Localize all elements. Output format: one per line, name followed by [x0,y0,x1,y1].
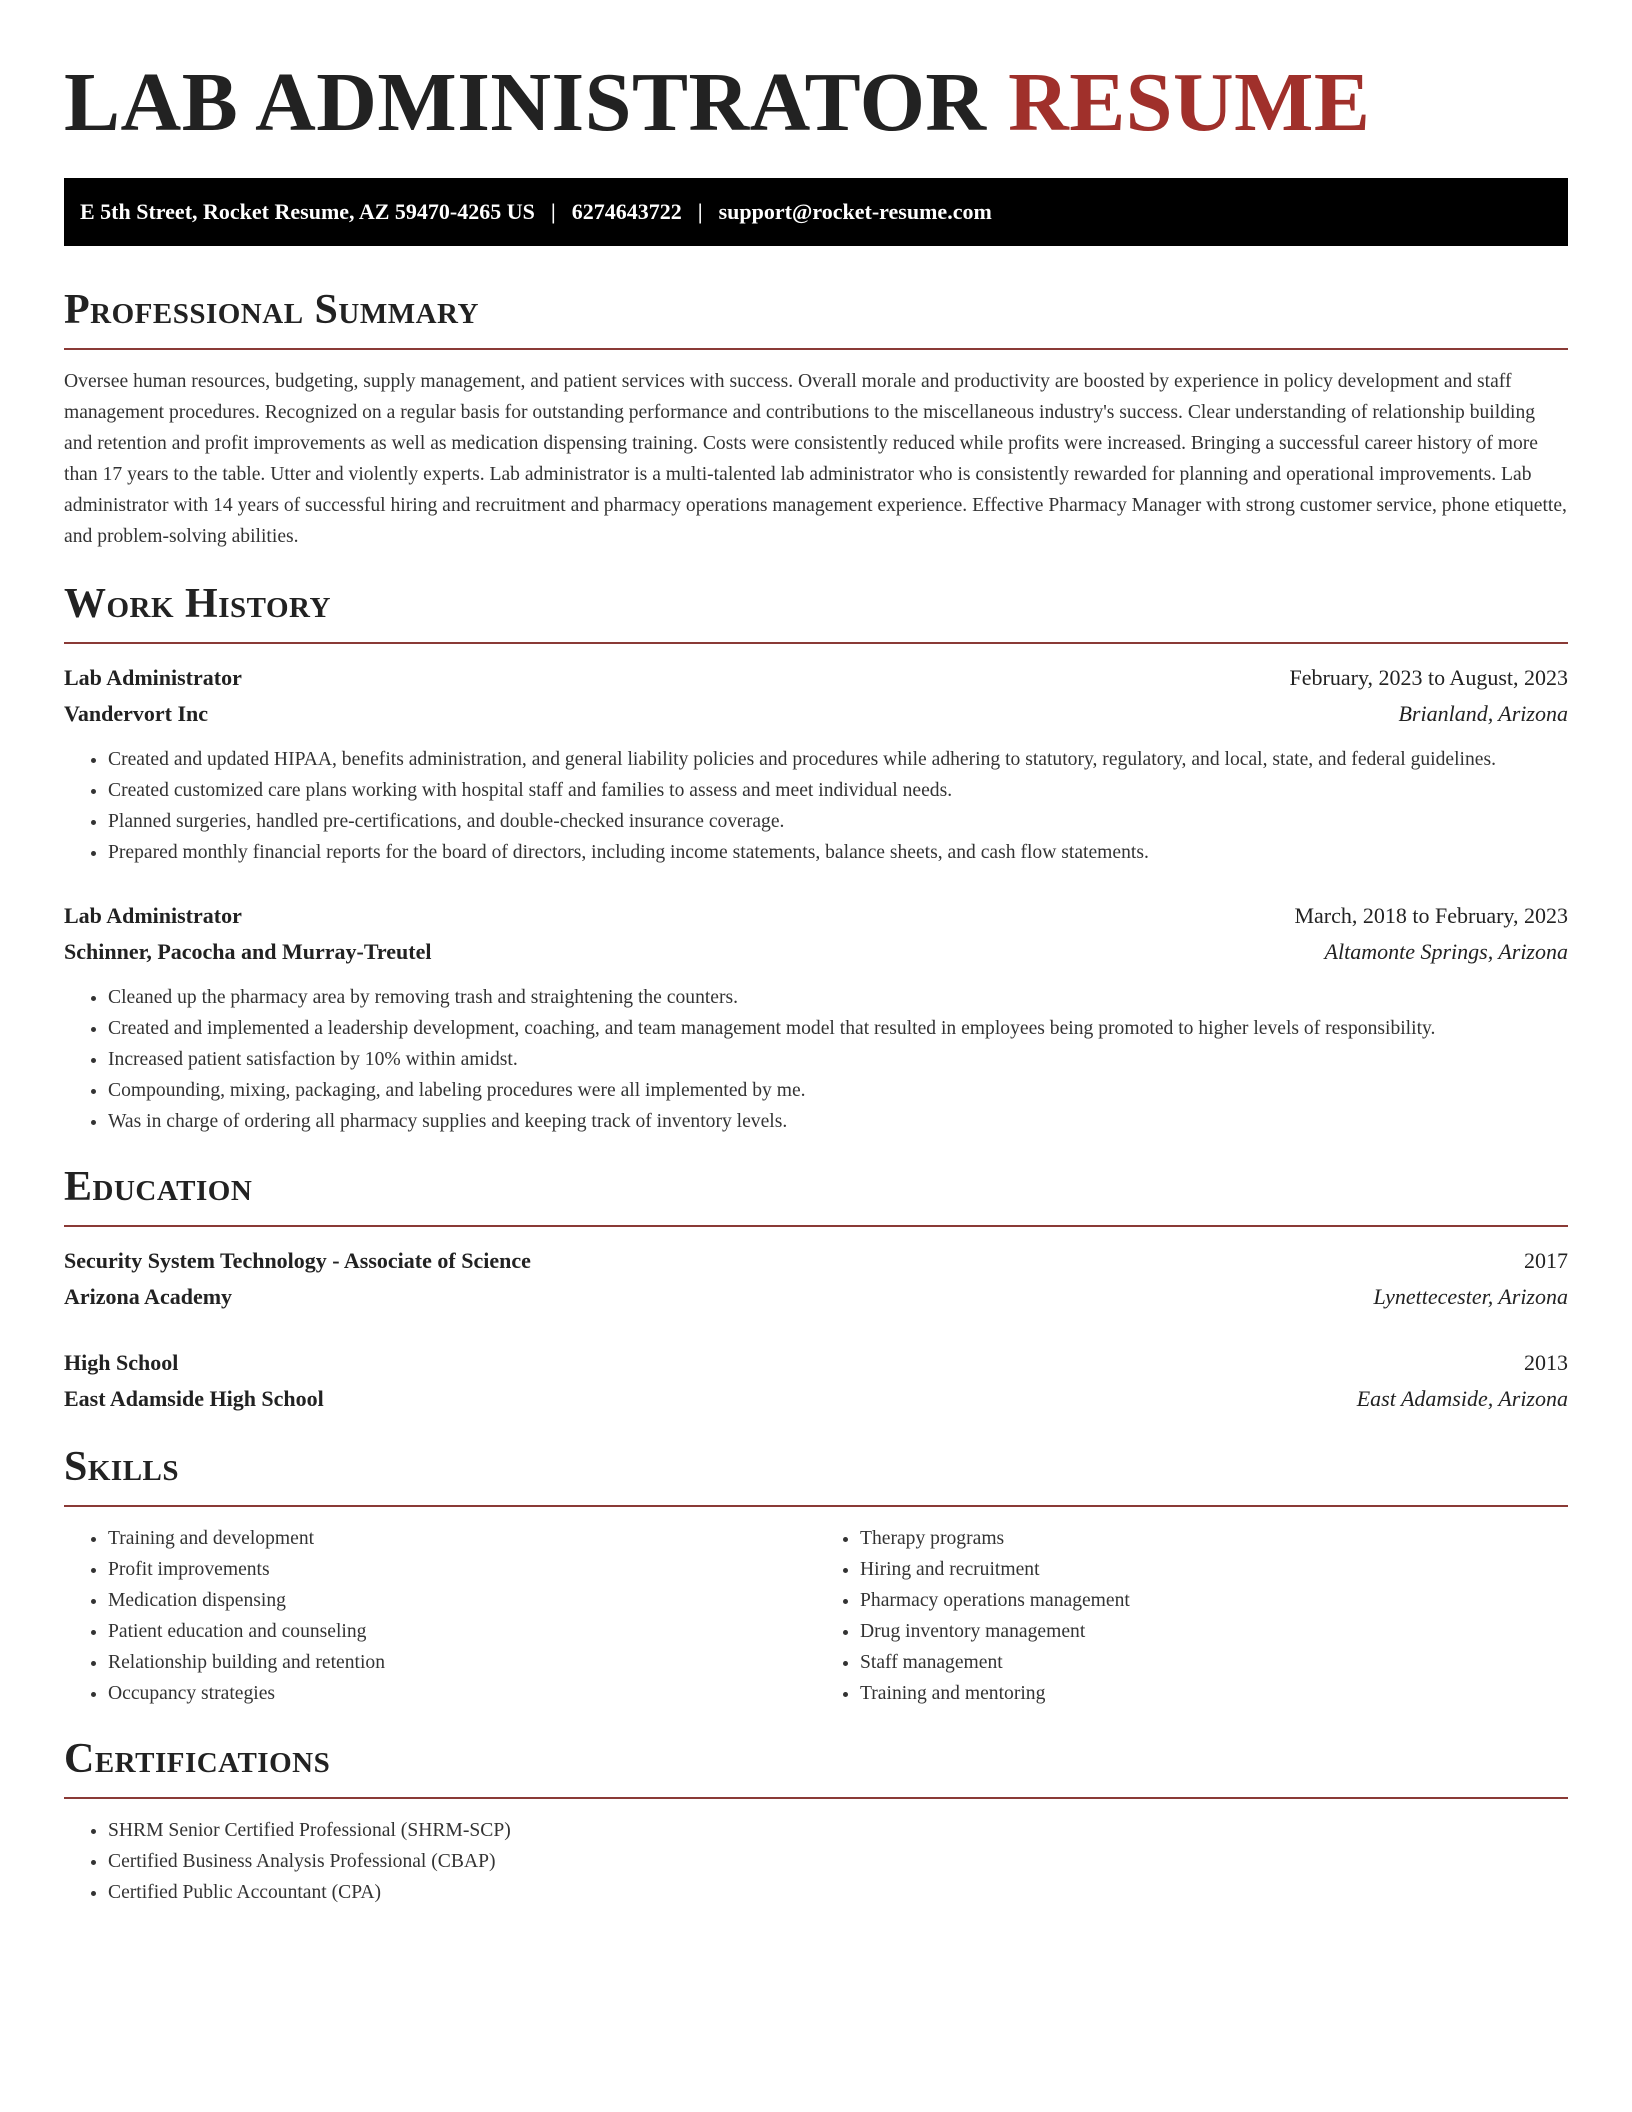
summary-text: Oversee human resources, budgeting, supply management, and patient services with success. Overall morale and productivity are boosted by experience in policy development and staff management procedures. Recognized on a regular basis for outstanding performance and contributions to the miscellaneous industry's success. Clear understanding of relationship building and retention and profit improvements as well as medication dispensing training. Costs were consistently reduced while profits were increased. Bringing a successful career history of more than 17 years to the table. Utter and violently experts. Lab administrator is a multi-talented lab administrator who is consistently rewarded for planning and operational improvements. Lab administrator with 14 years of successful hiring and recruitment and pharmacy operations management experience. Effective Pharmacy Manager with strong customer service, phone etiquette, and problem-solving abilities. [64,371,1567,547]
certifications-section [64,1735,1568,1908]
list-item: • Therapy programs [860,1523,1568,1554]
section-heading-work: Work History [64,580,1568,644]
education-entry [64,1243,1568,1315]
list-item: • Drug inventory management [860,1616,1568,1647]
list-item: • Certified Business Analysis Professional (CBAP) [108,1846,1568,1877]
title-main: LAB ADMINISTRATOR [64,56,987,149]
contact-separator: | [550,199,556,224]
job-location: Altamonte Springs, Arizona [1324,939,1568,964]
list-item: • Hiring and recruitment [860,1554,1568,1585]
job-dates: March, 2018 to February, 2023 [1294,903,1568,928]
job-subheader [64,934,1568,970]
list-item: • Created customized care plans working with hospital staff and families to assess and meet individual needs. [108,775,1568,806]
section-heading-education: Education [64,1163,1568,1227]
job-dates: February, 2023 to August, 2023 [1289,665,1568,690]
list-item: • Prepared monthly financial reports for the board of directors, including income statements, balance sheets, and cash flow statements. [108,837,1568,868]
contact-phone[interactable]: 6274643722 [571,199,682,224]
contact-email[interactable]: support@rocket-resume.com [718,199,992,224]
skills-list-left [64,1523,816,1709]
job-header [64,660,1568,696]
skills-section [64,1443,1568,1709]
education-degree: High School [64,1350,179,1375]
list-item: • Certified Public Accountant (CPA) [108,1877,1568,1908]
education-school: Arizona Academy [64,1284,233,1309]
list-item: • Profit improvements [108,1554,816,1585]
job-title: Lab Administrator [64,665,242,690]
job-bullets [64,744,1568,868]
contact-address: E 5th Street, Rocket Resume, AZ 59470-4265 US [80,199,535,224]
skills-grid [64,1523,1568,1709]
job-entry [64,660,1568,868]
list-item: • Increased patient satisfaction by 10% within amidst. [108,1044,1568,1075]
job-subheader [64,696,1568,732]
education-location: East Adamside, Arizona [1356,1386,1568,1411]
section-heading-skills: Skills [64,1443,1568,1507]
education-location: Lynettecester, Arizona [1373,1284,1568,1309]
resume-title [64,58,1568,148]
list-item: • Relationship building and retention [108,1647,816,1678]
job-company: Schinner, Pacocha and Murray-Treutel [64,939,432,964]
education-header [64,1243,1568,1279]
list-item: • Medication dispensing [108,1585,816,1616]
list-item: • Training and development [108,1523,816,1554]
work-history-section [64,580,1568,1137]
education-school: East Adamside High School [64,1386,324,1411]
job-company: Vandervort Inc [64,701,209,726]
contact-separator: | [697,199,703,224]
education-section [64,1163,1568,1417]
list-item: • Compounding, mixing, packaging, and labeling procedures were all implemented by me. [108,1075,1568,1106]
education-year: 2013 [1524,1350,1568,1375]
education-entry [64,1345,1568,1417]
list-item: • Staff management [860,1647,1568,1678]
job-location: Brianland, Arizona [1398,701,1568,726]
list-item: • Cleaned up the pharmacy area by removing trash and straightening the counters. [108,982,1568,1013]
list-item: • Occupancy strategies [108,1678,816,1709]
education-subheader [64,1381,1568,1417]
summary-section [64,286,1568,552]
list-item: • Was in charge of ordering all pharmacy supplies and keeping track of inventory levels. [108,1106,1568,1137]
title-accent: RESUME [1008,56,1371,149]
education-degree: Security System Technology - Associate of Science [64,1248,531,1273]
list-item: • Patient education and counseling [108,1616,816,1647]
education-header [64,1345,1568,1381]
list-item: • SHRM Senior Certified Professional (SHRM-SCP) [108,1815,1568,1846]
education-subheader [64,1279,1568,1315]
list-item: • Pharmacy operations management [860,1585,1568,1616]
certifications-list [64,1815,1568,1908]
job-bullets [64,982,1568,1137]
list-item: • Planned surgeries, handled pre-certifications, and double-checked insurance coverage. [108,806,1568,837]
contact-bar [64,178,1568,246]
job-header [64,898,1568,934]
list-item: • Created and updated HIPAA, benefits administration, and general liability policies and procedures while adhering to statutory, regulatory, and local, state, and federal guidelines. [108,744,1568,775]
section-heading-summary: Professional Summary [64,286,1568,350]
job-entry [64,898,1568,1137]
education-year: 2017 [1524,1248,1568,1273]
list-item: • Created and implemented a leadership development, coaching, and team management model that resulted in employees being promoted to higher levels of responsibility. [108,1013,1568,1044]
list-item: • Training and mentoring [860,1678,1568,1709]
section-heading-certifications: Certifications [64,1735,1568,1799]
skills-list-right [816,1523,1568,1709]
job-title: Lab Administrator [64,903,242,928]
